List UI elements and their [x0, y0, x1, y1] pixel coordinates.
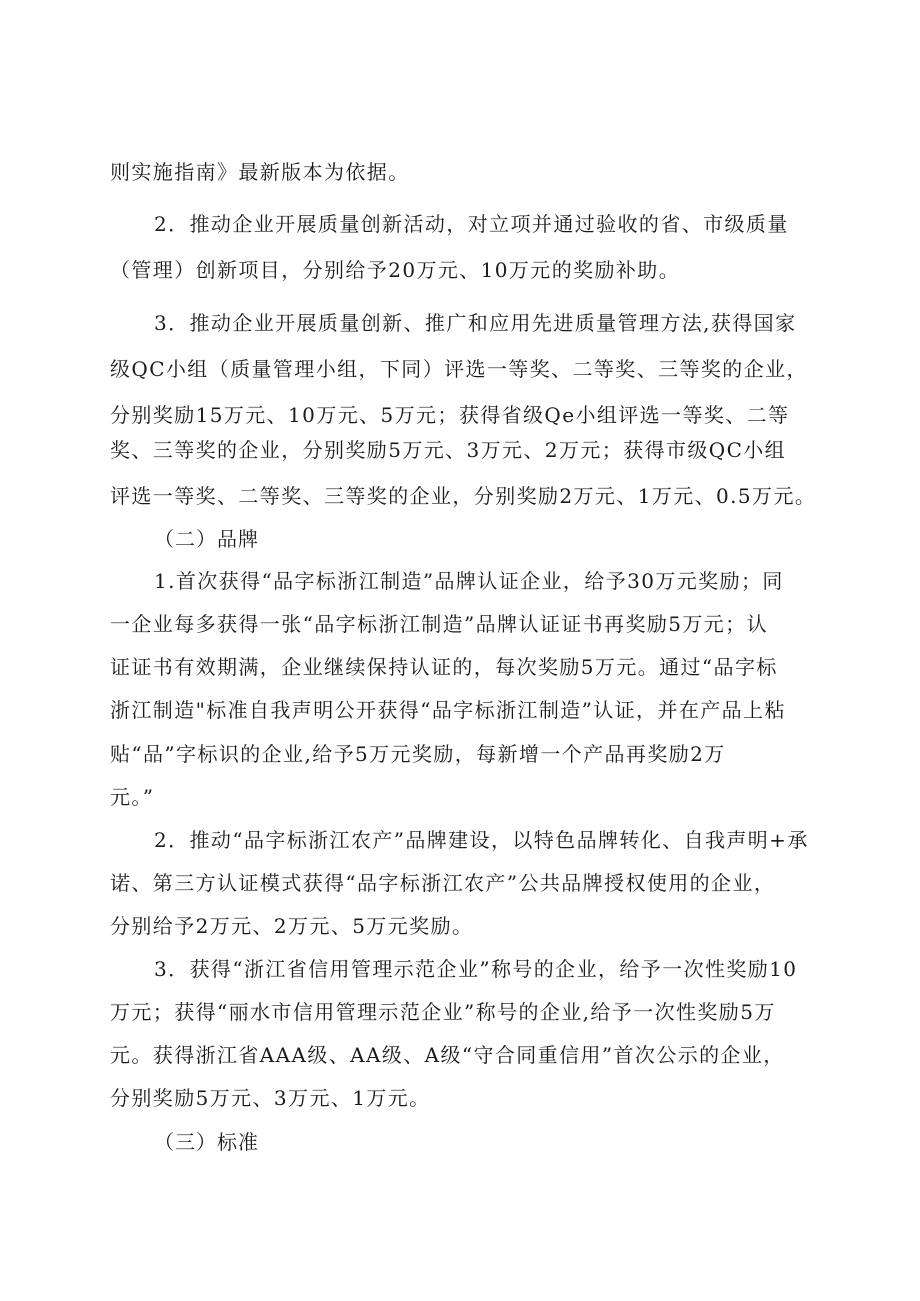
paragraph-line: 元。” — [110, 785, 155, 809]
paragraph-line: 诺、第三方认证模式获得“品字标浙江农产”公共品牌授权使用的企业， — [110, 871, 776, 895]
paragraph-line: （管理）创新项目，分别给予20万元、10万元的奖励补助。 — [110, 258, 681, 282]
paragraph-line: 分别给予2万元、2万元、5万元奖励。 — [110, 914, 474, 938]
paragraph-line: 2．推动“品字标浙江农产”品牌建设，以特色品牌转化、自我声明+承 — [154, 828, 809, 852]
section-heading: （二）品牌 — [154, 527, 259, 551]
paragraph-line: 评选一等奖、二等奖、三等奖的企业，分别奖励2万元、1万元、0.5万元。 — [110, 484, 817, 508]
paragraph-line: 元。获得浙江省AAA级、AA级、A级“守合同重信用”首次公示的企业， — [110, 1043, 785, 1067]
paragraph-line: 3．推动企业开展质量创新、推广和应用先进质量管理方法,获得国家 — [154, 311, 797, 335]
paragraph-line: 万元；获得“丽水市信用管理示范企业”称号的企业,给予一次性奖励5万 — [110, 1000, 776, 1024]
paragraph-line: 分别奖励15万元、10万元、5万元；获得省级Qe小组评选一等奖、二等 — [110, 403, 790, 427]
paragraph-line: 则实施指南》最新版本为依据。 — [110, 160, 410, 184]
paragraph-line: 一企业每多获得一张“品字标浙江制造”品牌认证证书再奖励5万元；认 — [110, 612, 768, 636]
paragraph-line: 2．推动企业开展质量创新活动，对立项并通过验收的省、市级质量 — [154, 212, 789, 236]
paragraph-line: 级QC小组（质量管理小组，下同）评选一等奖、二等奖、三等奖的企业， — [110, 357, 808, 381]
section-heading: （三）标准 — [154, 1130, 259, 1154]
paragraph-line: 3．获得“浙江省信用管理示范企业”称号的企业，给予一次性奖励10 — [154, 957, 798, 981]
paragraph-line: 证证书有效期满，企业继续保持认证的，每次奖励5万元。通过“品字标 — [110, 655, 778, 679]
paragraph-line: 奖、三等奖的企业，分别奖励5万元、3万元、2万元；获得市级QC小组 — [110, 438, 787, 462]
paragraph-line: 浙江制造"标准自我声明公开获得“品字标浙江制造”认证，并在产品上粘 — [110, 698, 786, 722]
paragraph-line: 分别奖励5万元、3万元、1万元。 — [110, 1086, 431, 1110]
paragraph-line: 1.首次获得“品字标浙江制造”品牌认证企业，给予30万元奖励；同 — [154, 569, 784, 593]
paragraph-line: 贴“品”字标识的企业,给予5万元奖励，每新增一个产品再奖励2万 — [110, 742, 726, 766]
